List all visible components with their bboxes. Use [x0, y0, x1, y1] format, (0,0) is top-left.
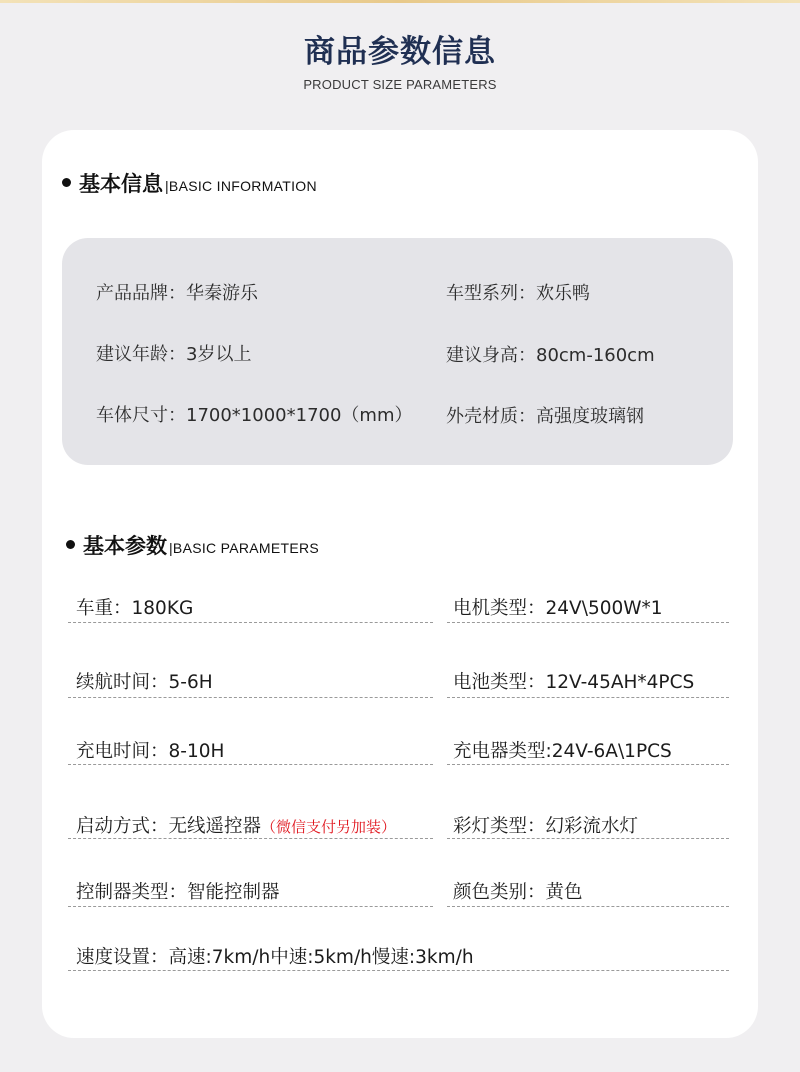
param-value: 12V-45AH*4PCS — [545, 672, 695, 693]
info-item-height — [446, 341, 655, 367]
top-accent-line — [0, 0, 800, 3]
param-label: 速度设置： — [76, 947, 169, 968]
param-value: 高速:7km/h中速:5km/h慢速:3km/h — [168, 947, 474, 968]
info-label: 建议年龄： — [96, 344, 186, 365]
page-title: 商品参数信息 — [304, 34, 496, 70]
info-item-brand — [96, 279, 258, 305]
param-start-mode — [76, 812, 396, 838]
param-value: 24V-6A\1PCS — [551, 741, 672, 762]
info-value: 高强度玻璃钢 — [536, 406, 644, 427]
param-battery — [453, 668, 694, 694]
param-charger — [453, 737, 672, 763]
param-value: 180KG — [131, 598, 194, 619]
basic-params-heading-en: |BASIC PARAMETERS — [169, 540, 320, 556]
param-value: 24V\500W*1 — [545, 598, 663, 619]
row-divider — [447, 906, 729, 907]
param-label: 充电器类型: — [453, 741, 552, 762]
info-item-material — [446, 402, 644, 428]
param-label: 电机类型： — [453, 598, 546, 619]
info-label: 建议身高： — [446, 345, 536, 366]
info-item-age — [96, 340, 251, 366]
param-weight — [76, 594, 193, 620]
row-divider — [68, 764, 433, 765]
row-divider — [447, 764, 729, 765]
info-value: 欢乐鸭 — [536, 283, 590, 304]
param-label: 启动方式： — [76, 816, 169, 837]
param-speed — [76, 943, 474, 969]
info-label: 外壳材质： — [446, 406, 536, 427]
info-item-size — [96, 401, 413, 427]
row-divider — [68, 622, 433, 623]
info-label: 产品品牌： — [96, 283, 186, 304]
param-charge-time — [76, 737, 224, 763]
param-label: 车重： — [76, 598, 132, 619]
bullet-icon — [62, 178, 71, 187]
param-label: 控制器类型： — [76, 882, 188, 903]
basic-info-heading — [62, 168, 317, 198]
row-divider — [68, 697, 433, 698]
row-divider — [447, 838, 729, 839]
basic-params-heading-cn: 基本参数 — [83, 534, 167, 558]
info-value: 1700*1000*1700（mm） — [186, 405, 413, 426]
param-endurance — [76, 668, 213, 694]
row-divider — [68, 906, 433, 907]
param-value: 无线遥控器 — [168, 816, 262, 837]
info-label: 车体尺寸： — [96, 405, 186, 426]
page-subtitle: PRODUCT SIZE PARAMETERS — [303, 77, 497, 92]
basic-params-heading — [66, 530, 319, 560]
param-value: 5-6H — [168, 672, 213, 693]
param-note: （微信支付另加装） — [261, 818, 397, 836]
basic-info-heading-cn: 基本信息 — [79, 172, 163, 196]
param-label: 续航时间： — [76, 672, 169, 693]
param-controller — [76, 878, 280, 904]
param-label: 充电时间： — [76, 741, 169, 762]
param-value: 黄色 — [545, 882, 583, 903]
info-value: 3岁以上 — [186, 344, 252, 365]
info-item-series — [446, 279, 590, 305]
basic-info-heading-en: |BASIC INFORMATION — [165, 178, 317, 194]
info-label: 车型系列： — [446, 283, 536, 304]
param-label: 颜色类别： — [453, 882, 546, 903]
row-divider — [68, 970, 729, 971]
param-label: 彩灯类型： — [453, 816, 546, 837]
info-value: 80cm-160cm — [536, 345, 655, 366]
param-color — [453, 878, 583, 904]
param-value: 智能控制器 — [187, 882, 280, 903]
row-divider — [68, 838, 433, 839]
row-divider — [447, 697, 729, 698]
param-label: 电池类型： — [453, 672, 546, 693]
row-divider — [447, 622, 729, 623]
param-motor — [453, 594, 663, 620]
info-value: 华秦游乐 — [186, 283, 258, 304]
param-lights — [453, 812, 638, 838]
param-value: 8-10H — [168, 741, 225, 762]
param-value: 幻彩流水灯 — [545, 816, 639, 837]
bullet-icon — [66, 540, 75, 549]
